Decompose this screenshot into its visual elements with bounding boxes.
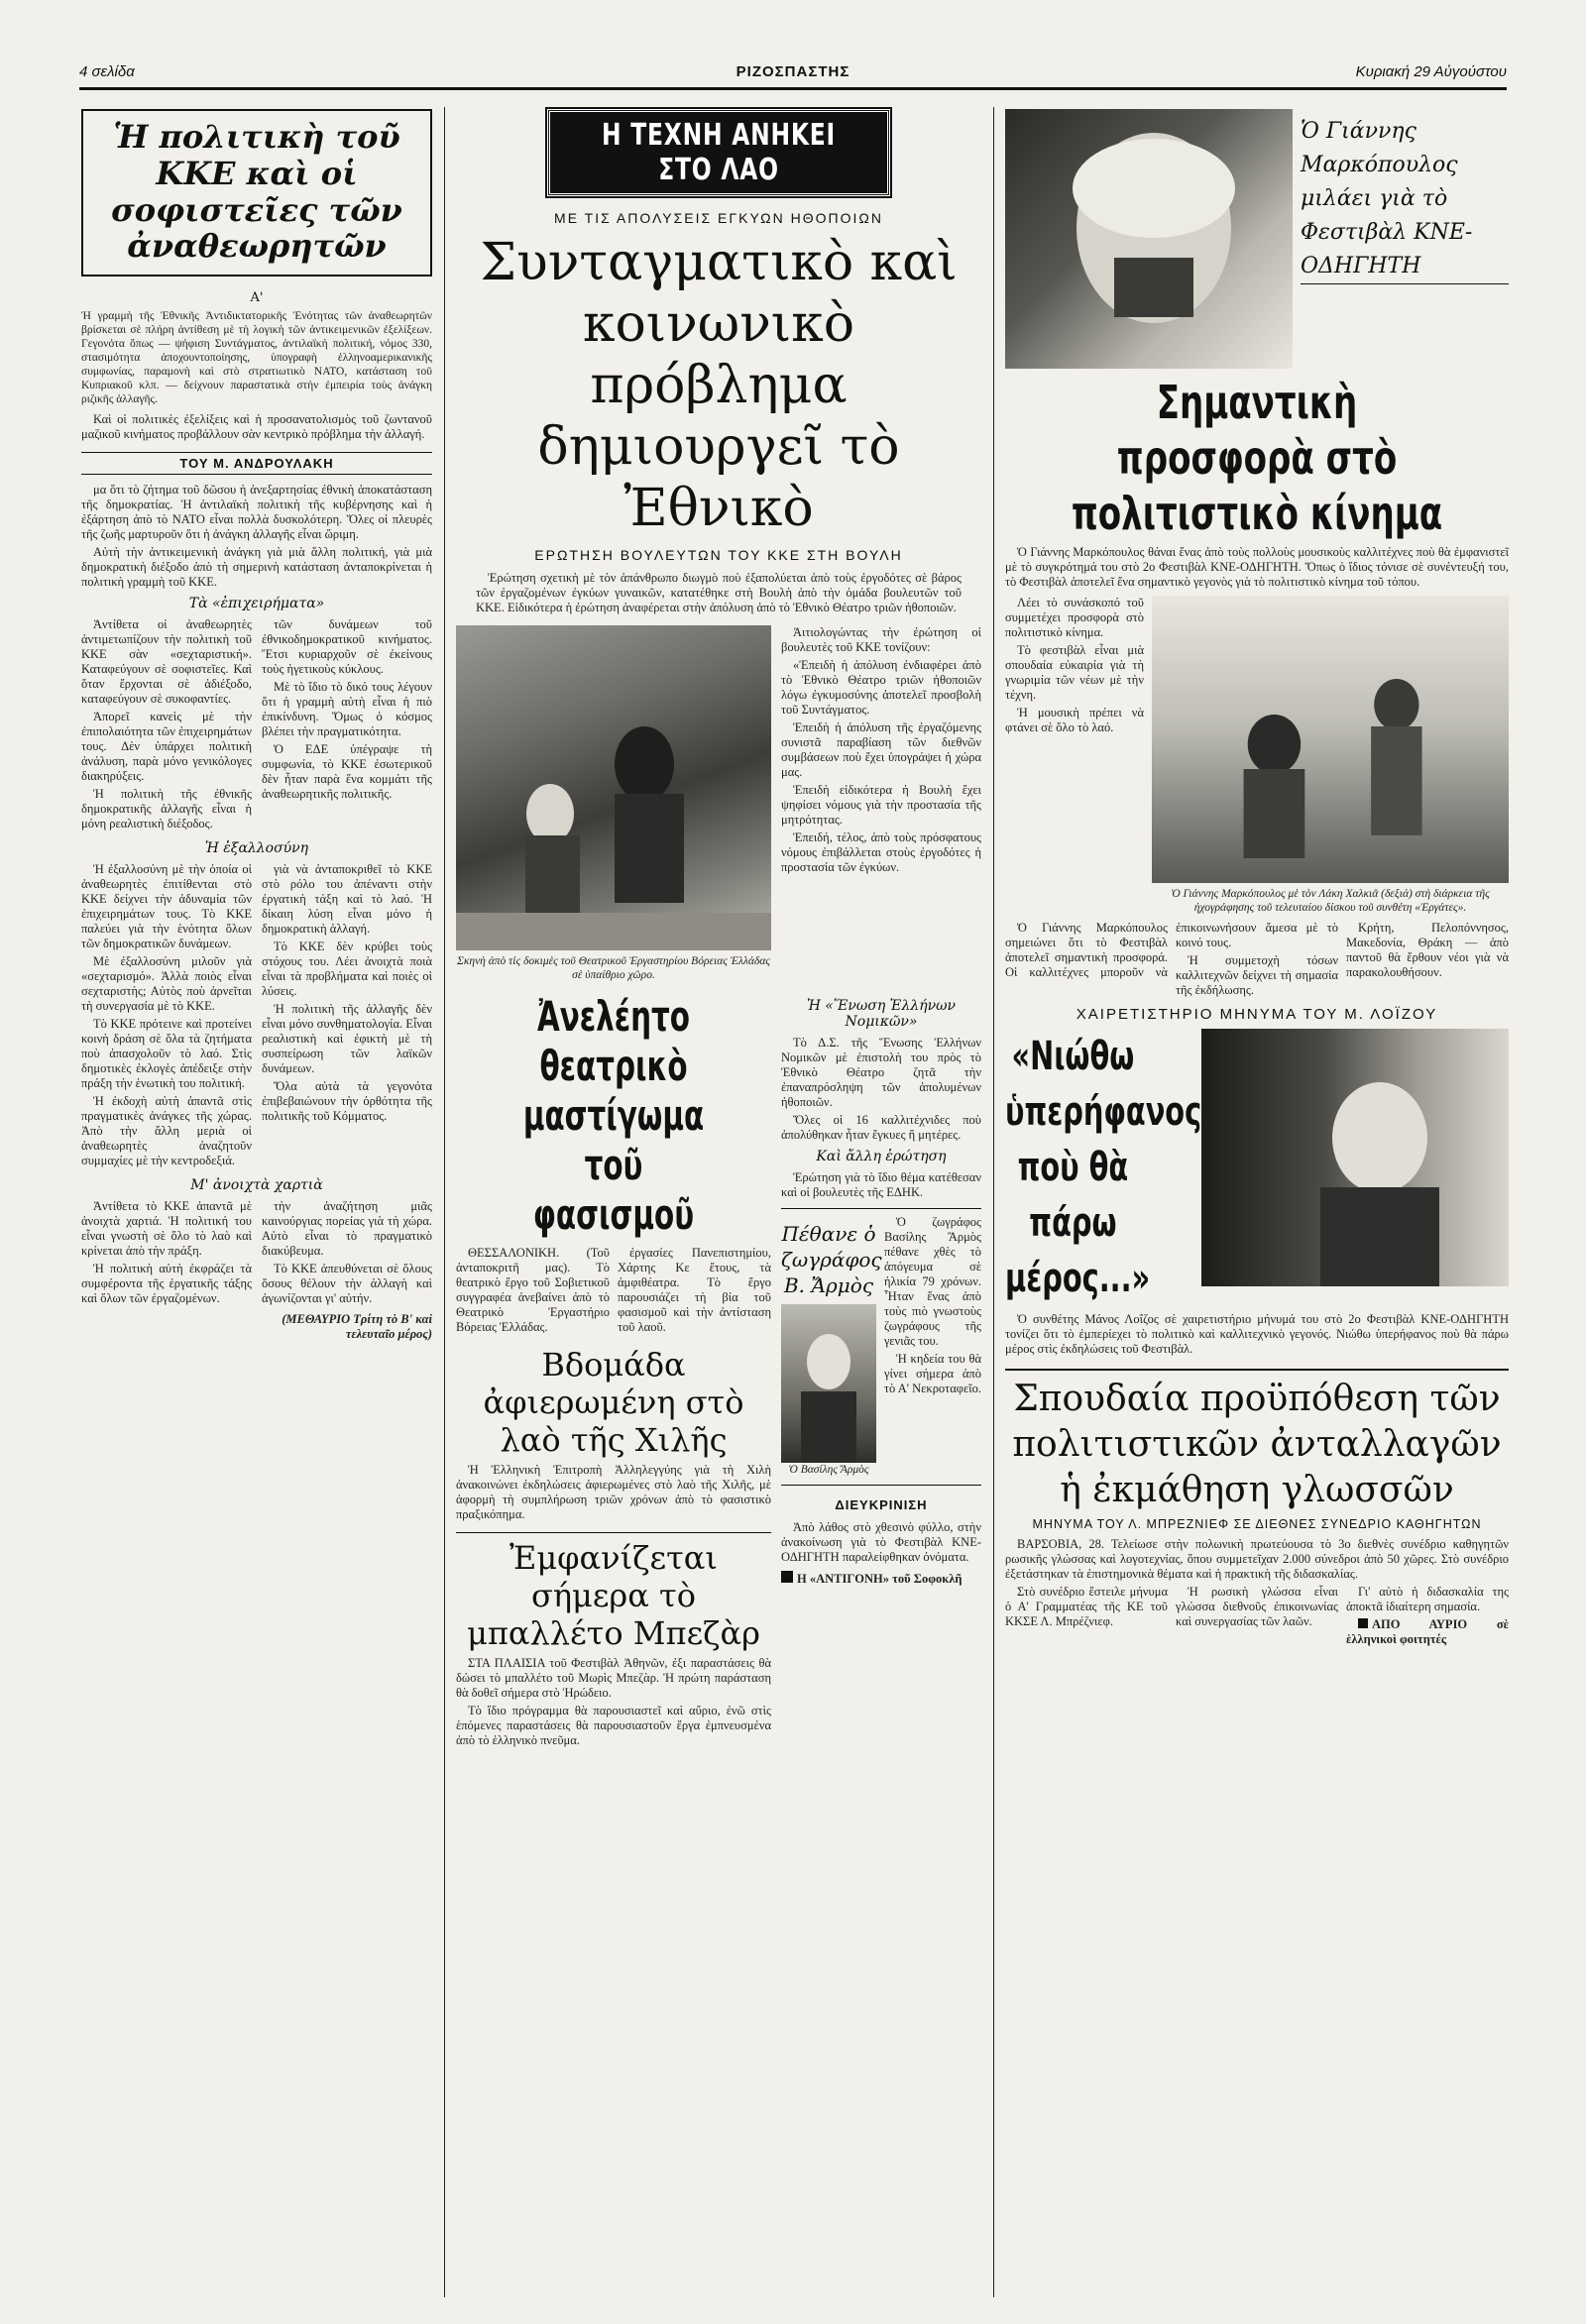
brezhnev-text-c: Γι' αὐτὸ ἡ διδασκαλία της ἀποκτᾶ ἰδιαίτερη σημασία. ΑΠΟ ΑΥΡΙΟ σὲ ἑλληνικοὶ φοιτητές bbox=[1346, 1585, 1509, 1646]
center-body-1: Ἀιτιολογώντας τὴν ἐρώτηση οἱ βουλευτὲς τοῦ ΚΚΕ τονίζουν: «Ἐπειδὴ ἡ ἀπόλυση ἐνδιαφέρει ἀπὸ τὸ Ἐθνικὸ Θέατρο τριῶν ἠθοποιῶν λόγω ἐγκυμοσύνης ἀποτελεῖ προσβολὴ τοῦ Συντάγματος. Ἐπειδὴ ἡ ἀπόλυση τῆς ἐργαζόμενης συνιστᾶ παραβίαση τῶν διεθνῶν συμβάσεων ποὺ ἔχει ὑπογράψει ἡ χώρα μας. Ἐπειδὴ εἰδικότερα ἡ Βουλὴ ἔχει ψηφίσει νόμους γιὰ τὴν προστασία τῆς μητρότητας. Ἐπειδή, τέλος, ἀπὸ τοὺς πρόσφατους νόμους ἐπιβάλλεται στοὺς ἐργοδότες ἡ προστασία τῶν ἐγκύων. bbox=[781, 625, 981, 874]
left-body-2: μα ὅτι τὸ ζήτημα τοῦ δῶσου ἡ ἀνεξαρτησίας ἐθνικὴ ἀποκατάσταση τῆς δημοκρατίας. Ἡ ἀντιλαϊκὴ πολιτικὴ τῆς κυβέρνησης καὶ ἡ ἐξάρτηση ἀπὸ τὸ ΝΑΤΟ εἶναι πολλὰ δυσκολότερη. Ὅλες οἱ πλευρὲς τῆς ζωῆς μαρτυροῦν ὅτι ἡ ἀνάγκη ἀλλαγῆς εἶναι ὥριμη. Αὐτὴ τὴν ἀντικειμενικὴ ἀνάγκη γιὰ μιὰ ἄλλη πολιτική, γιὰ μιὰ δημοκρατικὴ διέξοδο ἀπὸ τὴ σημερινὴ κατάσταση ἀνταποκρίνεται ἡ πολιτικὴ γραμμὴ τοῦ ΚΚΕ. bbox=[81, 483, 432, 590]
part-marker: Α' bbox=[250, 290, 264, 306]
paper-title: ΡΙΖΟΣΠΑΣΤΗΣ bbox=[736, 63, 850, 80]
left-column bbox=[81, 109, 432, 1342]
photo-caption: Σκηνὴ ἀπὸ τὶς δοκιμὲς τοῦ Θεατρικοῦ Ἐργαστηρίου Βόρειας Ἑλλάδας σὲ ὑπαίθριο χῶρο. bbox=[457, 955, 770, 981]
brezhnev-text-b: Ἡ ρωσικὴ γλώσσα εἶναι γλώσσα διεθνοῦς ἐπικοινωνίας καὶ συνεργασίας τῶν λαῶν. bbox=[1176, 1585, 1338, 1628]
center-column bbox=[456, 109, 981, 1751]
right-body-1: Λέει τὸ συνάσκοπό τοῦ συμμετέχει προσφορὰ στὸ πολιτιστικὸ κίνημα. Τὸ φεστιβὰλ εἶναι μιὰ σπουδαία εὐκαιρία γιὰ τὴ γνωριμία τῶν νέων μὲ τὴν τέχνη. Ἡ μουσικὴ πρέπει νὰ φτάνει σὲ ὅλο τὸ λαό. bbox=[1005, 596, 1144, 734]
recording-photo-block bbox=[1152, 596, 1509, 915]
sub-arguments: Τὰ «ἐπιχειρήματα» bbox=[188, 596, 325, 612]
star-icon bbox=[781, 1571, 793, 1583]
interview-header bbox=[1005, 109, 1509, 369]
recording-figures bbox=[1152, 596, 1509, 883]
left-two-col-1 bbox=[81, 617, 432, 834]
column-rule bbox=[993, 107, 994, 2297]
portrait-caption: Ὁ Βασίλης Ἄρμὸς bbox=[788, 1464, 869, 1476]
clarification-block bbox=[781, 1485, 981, 1565]
interview-title-box bbox=[1301, 109, 1509, 369]
bejart-headline: Ἐμφανίζεται σήμερα τὸ μπαλλέτο Μπεζὰρ bbox=[456, 1532, 771, 1652]
antigone-title: Η «ΑΝΤΙΓΟΝΗ» τοῦ Σοφοκλῆ bbox=[797, 1572, 963, 1586]
masthead bbox=[79, 61, 1507, 90]
brezhnev-lead: ΒΑΡΣΟΒΙΑ, 28. Τελείωσε στὴν πολωνικὴ πρωτεύουσα τὸ 3ο διεθνὲς συνέδριο καθηγητῶν ρωσικῆς γλώσσας καὶ λογοτεχνίας, ὅπου συμμετεῖχαν 2.000 σύνεδροι ἀπὸ 50 χῶρες. Στὸ συνέδριο ἐξετάστηκαν τὰ ἐπιστημονικὰ θέματα καὶ ἡ πρακτικὴ τῆς διδασκαλίας. bbox=[1005, 1537, 1509, 1581]
center-subhead: ΕΡΩΤΗΣΗ ΒΟΥΛΕΥΤΩΝ ΤΟΥ ΚΚΕ ΣΤΗ ΒΟΥΛΗ bbox=[534, 547, 903, 563]
clarification-title: ΔΙΕΥΚΡΙΝΙΣΗ bbox=[835, 1497, 928, 1512]
question-text: Ἐρώτηση γιὰ τὸ ἴδιο θέμα κατέθεσαν καὶ οἱ βουλευτὲς τῆς ΕΔΗΚ. bbox=[781, 1170, 981, 1199]
center-photo-block bbox=[456, 625, 771, 982]
loizos-text: Ὁ συνθέτης Μάνος Λοΐζος σὲ χαιρετιστήριο μήνυμά του στὸ 2ο Φεστιβὰλ ΚΝΕ-ΟΔΗΓΗΤΗ τονίζει ὅτι τὸ ἐμπερίεχει τὸ πολιτικὸ καὶ καλλιτεχνικὸ γεγονός. Νιώθω ὑπερήφανος ποὺ θὰ πάρω μέρος στὶς ἐκδηλώσεις τοῦ Φεστιβὰλ. bbox=[1005, 1312, 1509, 1356]
obituary-headline: Πέθανε ὁ ζωγράφος Β. Ἄρμὸς bbox=[781, 1222, 882, 1297]
greeting-kicker: ΧΑΙΡΕΤΙΣΤΗΡΙΟ ΜΗΝΥΜΑ ΤΟΥ Μ. ΛΟΪΖΟΥ bbox=[1076, 1006, 1438, 1023]
obituary-text: Ὁ ζωγράφος Βασίλης Ἄρμὸς πέθανε χθὲς τὸ ἀπόγευμα σὲ ἡλικία 79 χρόνων. Ἦταν ἕνας ἀπὸ τοὺς πιὸ γνωστοὺς ζωγράφους τῆς γενιᾶς του. Ἡ κηδεία του θὰ γίνει σήμερα ἀπὸ τὸ Α' Νεκροταφεῖο. bbox=[884, 1215, 981, 1395]
banner-text: Η ΤΕΧΝΗ ΑΝΗΚΕΙ ΣΤΟ ΛΑΟ bbox=[601, 118, 837, 187]
left-signoff: (ΜΕΘΑΥΡΙΟ Τρίτη τὸ Β' καὶ τελευταῖο μέρος) bbox=[282, 1312, 432, 1342]
bejart-text: ΣΤΑ ΠΛΑΙΣΙΑ τοῦ Φεστιβὰλ Ἀθηνῶν, ἐξι παραστάσεις θὰ δώσει τὸ μπαλλέτο τοῦ Μωρὶς Μπεζὰρ. Ἡ πρώτη παράσταση θὰ δοθεῖ σήμερα στὸ Ἡρώδειο. Τὸ ἴδιο πρόγραμμα θὰ παρουσιαστεῖ καὶ αὔριο, ἐνῶ στὶς ἑπόμενες παραστάσεις θὰ παρουσιαστοῦν ἔργα ἐμπνευσμένα ἀπὸ τὸ ἑλληνικὸ πνεῦμα. bbox=[456, 1656, 771, 1747]
art-belongs-banner bbox=[547, 109, 890, 196]
center-photo-row bbox=[456, 625, 981, 982]
left-headline-box bbox=[81, 109, 432, 277]
right-photo-row bbox=[1005, 596, 1509, 915]
obituary-block bbox=[781, 1208, 981, 1477]
left-text-f: τὴν ἀναζήτηση μιᾶς καινούργιας πορείας γιὰ τὴ χώρα. Αὐτὸ εἶναι τὸ πραγματικὸ διακύβευμα. Τὸ ΚΚΕ ἀπευθύνεται σὲ ὅλους ὅσους θέλουν τὴν ἀλλαγὴ καὶ ἀγωνίζονται γι' αὐτήν. (ΜΕΘΑΥΡΙΟ Τρίτη τὸ Β' καὶ τελευταῖο μέρος) bbox=[262, 1199, 432, 1342]
photo-figures bbox=[456, 625, 771, 950]
aurio-note: ΑΠΟ ΑΥΡΙΟ σὲ ἑλληνικοὶ φοιτητές bbox=[1346, 1617, 1509, 1646]
center-kicker: ΜΕ ΤΙΣ ΑΠΟΛΥΣΕΙΣ ΕΓΚΥΩΝ ΗΘΟΠΟΙΩΝ bbox=[554, 210, 883, 226]
chile-week-text: Ἡ Ἑλληνικὴ Ἐπιτροπὴ Ἀλληλεγγύης γιὰ τὴ Χιλὴ ἀνακοινώνει ἐκδηλώσεις ἀφιερωμένες στὸ λαὸ τῆς Χιλῆς, μὲ ἀφορμὴ τὴ συμπλήρωση τριῶν χρόνων ἀπὸ τὸ φασιστικὸ πραξικόπημα. bbox=[456, 1463, 771, 1521]
right-lead: Ὁ Γιάννης Μαρκόπουλος θάναι ἕνας ἀπὸ τοὺς πολλοὺς μουσικοὺς καλλιτέχνες ποὺ θὰ ἐμφανιστεῖ μὲ τὸ συγκρότημά του στὸ 2ο Φεστιβὰλ ΚΝΕ-ΟΔΗΓΗΤΗ. Ὅπως ὁ ἴδιος τόνισε σὲ συνέντευξή του, τὸ Φεστιβὰλ ἀποτελεῖ ἕνα σημαντικὸ γεγονὸς γιὰ τὸ πολιτιστικὸ κίνημα τοῦ τόπου. bbox=[1005, 545, 1509, 589]
right-headline: Σημαντικὴ προσφορὰ στὸ πολιτιστικὸ κίνημα bbox=[1071, 376, 1443, 540]
bottom-subhead: ΜΗΝΥΜΑ ΤΟΥ Λ. ΜΠΡΕΖΝΙΕΦ ΣΕ ΔΙΕΘΝΕΣ ΣΥΝΕΔΡΙΟ ΚΑΘΗΓΗΤΩΝ bbox=[1032, 1517, 1482, 1531]
center-lower-right bbox=[781, 992, 981, 1751]
left-text-a: Ἀντίθετα οἱ ἀναθεωρητὲς ἀντιμετωπίζουν τὴν πολιτικὴ τοῦ ΚΚΕ σὰν «σεχταριστική». Καταφεύγουν σὲ σοφιστεῖες. Καὶ ὅταν ἔρχονται σὲ ἀδιέξοδο, καταφεύγουν σὲ συκοφαντίες. Ἀπορεῖ κανεὶς μὲ τὴν ἐπιπολαιότητα τῶν ἐπιχειρημάτων τους. Δὲν ὑπάρχει πολιτικὴ ἀνάλυση, παρὰ μόνο γενικόλογες διακηρύξεις. Ἡ πολιτικὴ τῆς ἐθνικῆς δημοκρατικῆς ἀλλαγῆς εἶναι ἡ μόνη ρεαλιστικὴ διέξοδος. bbox=[81, 617, 253, 831]
loizos-photo bbox=[1201, 1029, 1509, 1286]
left-two-col-3 bbox=[81, 1199, 432, 1342]
portrait-figure bbox=[781, 1304, 876, 1463]
left-text-b: τῶν δυνάμεων τοῦ ἐθνικοδημοκρατικοῦ κινήματος. Ἔτσι κυριαρχοῦν σὲ ἐκείνους τοὺς ἡγετικοὺς κύκλους. Μὲ τὸ ἴδιο τὸ δικό τους λέγουν ὅτι ἡ γραμμὴ αὐτὴ εἶναι ἡ πιὸ ἐπικίνδυνη. Ὅμως ὁ κόσμος βλέπει τὴν πραγματικότητα. Ὁ ΕΔΕ ὑπέγραψε τὴ συμφωνία, τὸ ΚΚΕ ἐσωτερικοῦ δὲν ἦταν παρὰ ἕνα κομμάτι τῆς ἀναθεωρητικῆς πολιτικῆς. bbox=[262, 617, 432, 802]
left-two-col-2 bbox=[81, 862, 432, 1171]
left-text-e: Ἀντίθετα τὸ ΚΚΕ ἀπαντᾶ μὲ ἀνοιχτὰ χαρτιά. Ἡ πολιτική του εἶναι γνωστὴ σὲ ὅλο τὸ λαὸ καὶ κρίνεται ἀπὸ τὴν πράξη. Ἡ πολιτικὴ αὐτὴ ἐκφράζει τὰ συμφέροντα τῆς ἐργατικῆς τάξης καὶ ὅλων τῶν ἐργαζομένων. bbox=[81, 1199, 252, 1306]
left-text-c: Ἡ ἐξαλλοσύνη μὲ τὴν ὁποία οἱ ἀναθεωρητὲς ἐπιτίθενται στὸ ΚΚΕ δείχνει τὴν ἀδυναμία τῶν ἐπιχειρημάτων τους. Τὸ ΚΚΕ παλεύει γιὰ τὴν ἑνότητα ὅλων τῶν δημοκρατικῶν δυνάμεων. Μὲ ἐξαλλοσύνη μιλοῦν γιὰ «σεχταρισμό». Ἀλλὰ ποιὸς εἶναι σεχταριστὴς; Αὐτὸς ποὺ ἀρνεῖται τὴ συνεργασία μὲ τὸ ΚΚΕ. Τὸ ΚΚΕ πρότεινε καὶ προτείνει κοινὴ δράση σὲ ὅλα τὰ ζητήματα ποὺ ἀπασχολοῦν τὸ λαό. Στὶς δημοτικὲς ἐκλογὲς ἀπέδειξε στὴν πράξη τὴν ἑνωτικὴ του πολιτική. Ἡ ἐκδοχὴ αὐτὴ ἀπαντᾶ στὶς πραγματικὲς ἀνάγκες τῆς χώρας. Ἀπὸ τὴν ἄλλη μεριὰ οἱ ἀναθεωρητὲς ἀναζητοῦν συμμαχίες μὲ τὴν κεντροδεξιά. bbox=[81, 862, 252, 1168]
left-text-d: γιὰ νὰ ἀνταποκριθεῖ τὸ ΚΚΕ στὸ ρόλο του ἀπέναντι στὴν ἐργατικὴ τάξη καὶ τὸ λαό. Ἡ δίκαιη λύση εἶναι μόνο ἡ δημοκρατικὴ ἀλλαγή. Τὸ ΚΚΕ δὲν κρύβει τοὺς στόχους του. Λέει ἀνοιχτὰ ποιὰ εἶναι τὰ προβλήματα καὶ ποιὲς οἱ λύσεις. Ἡ πολιτικὴ τῆς ἀλλαγῆς δὲν εἶναι μόνο συνθηματολογία. Εἶναι ρεαλιστικὴ καὶ ἐφικτὴ μὲ τὴ συσπείρωση τῶν λαϊκῶν δυνάμεων. Ὅλα αὐτὰ τὰ γεγονότα ἐπιβεβαιώνουν τὴν ὀρθότητα τῆς πολιτικῆς τοῦ Κόμματος. bbox=[262, 862, 432, 1124]
portrait-face bbox=[1005, 109, 1293, 369]
star-icon bbox=[1358, 1618, 1368, 1628]
center-lower-left bbox=[456, 992, 771, 1751]
center-lead: Ἐρώτηση σχετικὴ μὲ τὸν ἀπάνθρωπο διωγμὸ ποὺ ἐξαπολύεται ἀπὸ τοὺς ἐργοδότες σὲ βάρος τῶν ἐργαζομένων ἐγκύων γυναικῶν, κατατέθηκε στὴ Βουλὴ ἀπὸ τὴν ὁμάδα βουλευτῶν τοῦ ΚΚΕ. Εἰδικότερα ἡ ἐρώτηση ἀναφέρεται στὴν ἀπόλυση ἀπὸ τὸ Ἐθνικὸ Θέατρο τριῶν ἠθοποιῶν. bbox=[476, 571, 962, 614]
obituary-left bbox=[781, 1215, 882, 1477]
recording-caption: Ὁ Γιάννης Μαρκόπουλος μὲ τὸν Λάκη Χαλκιᾶ (δεξιά) στὴ διάρκεια τῆς ἠχογράφησης τοῦ τελευταίου δίσκου τοῦ συνθέτη «Ἐργάτες». bbox=[1171, 888, 1490, 914]
theatre-rehearsal-photo bbox=[456, 625, 771, 950]
theatre-fascism-headline: Ἀνελέητο θεατρικὸ μαστίγωμα τοῦ φασισμοῦ bbox=[522, 992, 705, 1239]
question-subhead: Καὶ ἄλλη ἐρώτηση bbox=[816, 1149, 947, 1164]
markopoulos-portrait bbox=[1005, 109, 1293, 369]
thessaloniki-text-b: ἐργασίες Πανεπιστημίου, Χάρτης Κε ἔτους, τὰ ἀμφιθέατρα. Τὸ ἔργο παρουσιάζει τὴ βία τοῦ φασισμοῦ καὶ τὴν ἀντίσταση τοῦ λαοῦ. bbox=[618, 1246, 771, 1334]
center-headline: Συνταγματικὸ καὶ κοινωνικὸ πρόβλημα δημιουργεῖ τὸ Ἐθνικὸ bbox=[480, 233, 958, 538]
antigone-note bbox=[781, 1571, 981, 1587]
left-body-1: Καὶ οἱ πολιτικὲς ἐξελίξεις καὶ ἡ προσανατολισμὸς τοῦ ζωντανοῦ μαζικοῦ κινήματος προβάλλουν σὰν κεντρικὸ πρόβλημα τὴν ἀλλαγή. bbox=[81, 412, 432, 442]
enosi-subhead: Ἡ «Ἕνωση Ἑλλήνων Νομικῶν» bbox=[806, 998, 957, 1030]
brezhnev-text-a: Στὸ συνέδριο ἔστειλε μήνυμα ὁ Α' Γραμματέας τῆς ΚΕ τοῦ ΚΚΣΕ Λ. Μπρέζνιεφ. bbox=[1005, 1585, 1168, 1628]
clarification-text: Ἀπὸ λάθος στὸ χθεσινὸ φύλλο, στὴν ἀνακοίνωση γιὰ τὸ Φεστιβὰλ ΚΝΕ-ΟΔΗΓΗΤΗ παραλείφθηκαν ὀνόματα. bbox=[781, 1520, 981, 1564]
enosi-text: Τὸ Δ.Σ. τῆς Ἕνωσης Ἑλλήνων Νομικῶν μὲ ἐπιστολὴ του πρὸς τὸ Ἐθνικὸ Θέατρο ζητᾶ τὴν ἐπαναπρόσληψη τῶν ἀπολυμένων ἠθοποιῶν. Ὅλες οἱ 16 καλλιτέχνιδες ποὺ ἀπολύθηκαν ἦταν ἔγκυες ἢ μητέρες. bbox=[781, 1036, 981, 1142]
thessaloniki-story bbox=[456, 1246, 771, 1338]
issue-date: Κυριακή 29 Αὐγούστου bbox=[1355, 63, 1507, 80]
page-number: 4 σελίδα bbox=[79, 63, 135, 80]
column-rule bbox=[444, 107, 445, 2297]
sub-open-cards: Μ' ἀνοιχτὰ χαρτιὰ bbox=[190, 1177, 323, 1194]
brezhnev-cols bbox=[1005, 1585, 1509, 1650]
right-body-2: Ὁ Γιάννης Μαρκόπουλος σημειώνει ὅτι τὸ Φεστιβὰλ ἀποτελεῖ σημαντικὴ προσφορά. Οἱ καλλιτέχνες μποροῦν νὰ ἐπικοινωνήσουν ἄμεσα μὲ τὸ κοινό τους. Ἡ συμμετοχὴ τόσων καλλιτεχνῶν δείχνει τὴ σημασία τῆς ἐκδήλωσης. Κρήτη, Πελοπόννησος, Μακεδονία, Θράκη — ἀπὸ παντοῦ θὰ ἔρθουν νέοι γιὰ νὰ παρακολουθήσουν. bbox=[1005, 921, 1509, 997]
chile-week-headline: Βδομάδα ἀφιερωμένη στὸ λαὸ τῆς Χιλῆς bbox=[483, 1346, 744, 1459]
left-headline: Ἡ πολιτικὴ τοῦ ΚΚΕ καὶ οἱ σοφιστεῖες τῶν ἀναθεωρητῶν bbox=[111, 118, 402, 266]
recording-session-photo bbox=[1152, 596, 1509, 883]
left-intro: Ἡ γραμμὴ τῆς Ἐθνικῆς Ἀντιδικτατορικῆς Ἑνότητας τῶν ἀναθεωρητῶν βρίσκεται σὲ πλήρη ἀντίθεση μὲ τὴ λογικὴ τῶν ἀντικειμενικῶν ἐξελίξεων. Γεγονότα ὅπως — ψήφιση Συντάγματος, ἀντιλαϊκή πολιτική, νόμος 330, στασιμότητα ἀποχουντοποίησης, ὑπογραφὴ ἑλληνοαμερικανικῆς συμφωνίας, παραμονὴ καὶ στὸ στρατιωτικὸ ΝΑΤΟ, κατάσταση τοῦ Κυπριακοῦ κλπ. — δείχνουν παραστατικὰ στὴν ἐμπειρία τοὺς ἀνάγκη ριζικῆς ἀλλαγῆς. bbox=[81, 310, 432, 406]
painter-portrait bbox=[781, 1304, 876, 1463]
loizos-quote: «Νιώθω ὑπερήφανος ποὺ θὰ πάρω μέρος...» bbox=[1005, 1034, 1202, 1301]
loizos-block bbox=[1005, 1029, 1509, 1306]
center-lower-row bbox=[456, 992, 981, 1751]
sub-exaltation: Ἡ ἐξαλλοσύνη bbox=[204, 840, 309, 857]
loizos-figure bbox=[1201, 1029, 1509, 1286]
right-column bbox=[1005, 109, 1509, 1650]
bottom-headline: Σπουδαία προϋπόθεση τῶν πολιτιστικῶν ἀνταλλαγῶν ἡ ἐκμάθηση γλωσσῶν bbox=[1005, 1369, 1509, 1513]
byline: ΤΟΥ Μ. ΑΝΔΡΟΥΛΑΚΗ bbox=[81, 452, 432, 475]
thessaloniki-text-a: ΘΕΣΣΑΛΟΝΙΚΗ. (Τοῦ ἀνταποκριτῆ μας). Τὸ θεατρικὸ ἔργο τοῦ Σοβιετικοῦ συγγραφέα ἀνεβαίνει ἀπὸ τὸ Θεατρικὸ Ἐργαστήριο Βόρειας Ἑλλάδας. bbox=[456, 1246, 610, 1334]
interview-title: Ὁ Γιάννης Μαρκόπουλος μιλάει γιὰ τὸ Φεστιβὰλ ΚΝΕ-ΟΔΗΓΗΤΗ bbox=[1301, 115, 1509, 284]
